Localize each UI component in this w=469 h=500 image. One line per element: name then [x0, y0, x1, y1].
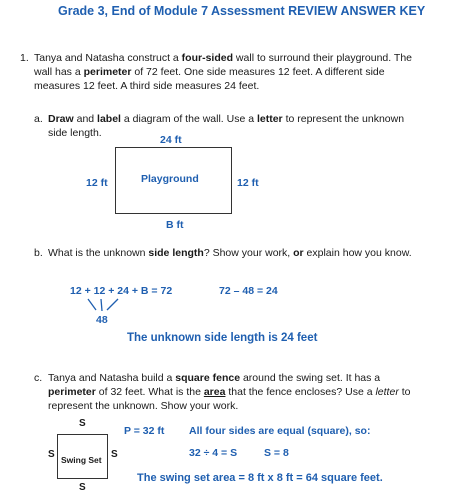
square-bottom-label: S: [79, 482, 86, 493]
part-b-marker: b.: [34, 247, 43, 259]
part-c-line-2: [48, 385, 411, 400]
emphasis-italic: letter: [375, 386, 399, 398]
problem-number: 1.: [20, 52, 29, 64]
equation-1: 12 + 12 + 24 + B = 72: [70, 285, 173, 297]
emphasis: or: [293, 247, 304, 259]
text: a diagram of the wall. Use a: [120, 113, 257, 125]
part-c-line-3: represent the unknown. Show your work.: [48, 400, 239, 412]
problem-line-2: [34, 65, 385, 80]
sum-value: 48: [96, 314, 108, 326]
emphasis: perimeter: [48, 386, 96, 398]
square-left-label: S: [48, 449, 55, 460]
text: and: [73, 113, 98, 125]
emphasis: letter: [256, 113, 283, 125]
diagram-top-label: 24 ft: [160, 134, 182, 146]
problem-line-3: measures 12 feet. A third side measures 24 feet.: [34, 80, 260, 92]
emphasis: Draw: [48, 113, 74, 125]
emphasis-underlined: area: [203, 386, 226, 398]
part-c-answer: The swing set area = 8 ft x 8 ft = 64 square feet.: [137, 472, 383, 484]
diagram-left-label: 12 ft: [86, 177, 108, 189]
emphasis: four-sided: [181, 52, 234, 64]
emphasis: side length: [148, 247, 204, 259]
part-a-line-2: side length.: [48, 127, 102, 139]
problem-line-1: [34, 51, 412, 66]
division-equation: 32 ÷ 4 = S: [189, 447, 238, 459]
solution-equation: S = 8: [264, 447, 289, 459]
part-b-answer: The unknown side length is 24 feet: [127, 332, 318, 344]
emphasis: perimeter: [83, 66, 132, 78]
diagram-bottom-label: B ft: [166, 219, 184, 231]
text: What is the unknown: [48, 247, 149, 259]
arrow-line-middle: [101, 299, 102, 311]
part-a-line-1: [48, 112, 404, 127]
emphasis: label: [97, 113, 121, 125]
page-title: Grade 3, End of Module 7 Assessment REVIEW ANSWER KEY: [58, 4, 426, 18]
equal-sides-note: All four sides are equal (square), so:: [189, 425, 371, 437]
text: Tanya and Natasha construct a: [34, 52, 182, 64]
square-right-label: S: [111, 449, 118, 460]
part-c-marker: c.: [34, 372, 43, 384]
text: to represent the unknown: [282, 113, 405, 125]
square-top-label: S: [79, 418, 86, 429]
square-center-label: Swing Set: [61, 455, 102, 465]
perimeter-note: P = 32 ft: [124, 425, 165, 437]
text: wall to surround their playground. The: [233, 52, 413, 64]
part-c-line-1: [48, 371, 380, 386]
text: ? Show your work,: [203, 247, 294, 259]
diagram-center-label: Playground: [141, 173, 199, 185]
text: around the swing set. It has a: [240, 372, 381, 384]
arrow-line-right: [107, 299, 118, 310]
part-a-marker: a.: [34, 113, 43, 125]
text: Tanya and Natasha build a: [48, 372, 176, 384]
arrow-line-left: [88, 299, 96, 310]
text: that the fence encloses? Use a: [225, 386, 376, 398]
part-b-prompt: [48, 246, 412, 261]
text: explain how you know.: [303, 247, 412, 259]
emphasis: square fence: [175, 372, 241, 384]
equation-2: 72 – 48 = 24: [219, 285, 278, 297]
text: of 32 feet. What is the: [95, 386, 204, 398]
text: of 72 feet. One side measures 12 feet. A different side: [131, 66, 385, 78]
text: to: [398, 386, 411, 398]
text: wall has a: [34, 66, 84, 78]
diagram-right-label: 12 ft: [237, 177, 259, 189]
